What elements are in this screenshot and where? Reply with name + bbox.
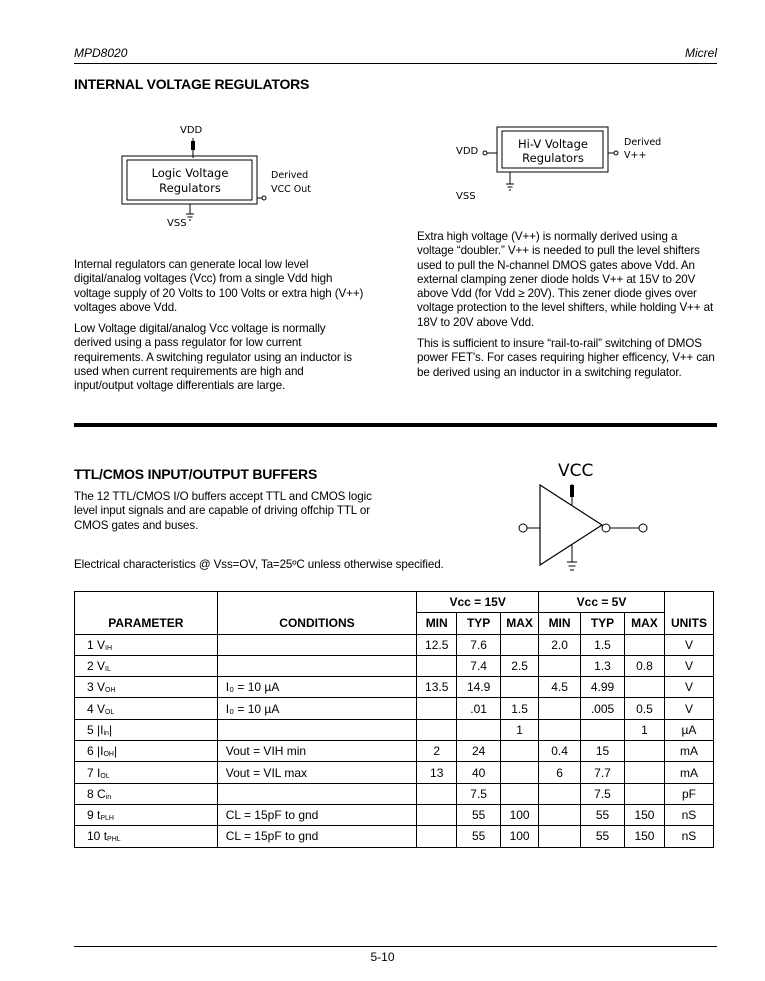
parameter-cell: 5 $|I_{in}|$ [75, 719, 218, 740]
param-symbol: V [97, 701, 106, 716]
vcc15-typ-cell: 55 [457, 826, 501, 847]
regulators-title: INTERNAL VOLTAGE REGULATORS [74, 76, 310, 92]
electrical-characteristics-table [74, 591, 714, 848]
units-cell: mA [664, 762, 713, 783]
param-subscript: OL [100, 772, 110, 780]
vcc15-min-cell [417, 826, 457, 847]
vcc5-max-cell: 150 [624, 826, 664, 847]
table-row [75, 719, 714, 740]
conditions-cell [217, 655, 416, 676]
conditions-cell [217, 719, 416, 740]
param-symbol: |I [97, 722, 104, 737]
vcc15-min-cell [417, 804, 457, 825]
vss-label: VSS [167, 218, 187, 229]
vcc5-max-cell [624, 762, 664, 783]
regulators-right-para-2: This is sufficient to insure “rail-to-rail” switching of DMOS power FET’s. For cases requiring higher efficency, V++ can be derived using an inductor in a switching regulator. [417, 337, 715, 379]
vcc5-min-cell: 0.4 [539, 741, 581, 762]
regulators-right-para-1: Extra high voltage (V++) is normally derived using a voltage “doubler.” V++ is needed to pull the level shifters used to pull the N-channel DMOS gates above Vdd. An external clamping zener diode holds V++ at 15V to 20V above Vdd (for Vdd ≥ 20V). This zener diode gives over voltage protection to the level shifters, while holding V++ at 18V to 20V above Vdd. [417, 230, 714, 329]
vcc15-typ-cell: 7.6 [457, 634, 501, 655]
vcc5-max-cell [624, 677, 664, 698]
footer-rule [74, 946, 717, 947]
vcc15-max-cell [501, 762, 539, 783]
row-number: 8 [87, 786, 94, 801]
vcc-out-label: VCC Out [271, 184, 312, 195]
vcc5-min-cell [539, 783, 581, 804]
parameter-cell [75, 762, 218, 783]
row-number: 6 [87, 744, 94, 759]
vcc15-max-cell: 1.5 [501, 698, 539, 719]
parameter-cell: 6 $|I_{OH}|$ [75, 741, 218, 762]
logic-box-line1: Logic Voltage [151, 166, 229, 180]
row-number: 9 [87, 808, 94, 823]
table-row [75, 677, 714, 698]
logic-box-line2: Regulators [159, 181, 221, 195]
vcc5-min-cell [539, 826, 581, 847]
units-cell: pF [664, 783, 713, 804]
section-divider [74, 423, 717, 427]
vcc15-typ-cell: 55 [457, 804, 501, 825]
param-subscript: PLH [100, 815, 114, 823]
parameter-cell [75, 783, 218, 804]
vss-label: VSS [456, 191, 476, 202]
conditions-cell: Vout = VIH min [217, 741, 416, 762]
row-number: 7 [87, 765, 94, 780]
table-row [75, 826, 714, 847]
table-group-header [75, 592, 714, 613]
param-subscript: PHL [107, 836, 121, 844]
vcc15-max-cell: 100 [501, 826, 539, 847]
vcc15-group: Vcc = 15V [417, 592, 539, 613]
param-subscript: OH [105, 687, 116, 695]
buffers-title: TTL/CMOS INPUT/OUTPUT BUFFERS [74, 466, 318, 482]
vcc15-max-cell [501, 741, 539, 762]
table-row [75, 783, 714, 804]
vcc15-min-cell [417, 719, 457, 740]
parameter-cell [75, 655, 218, 676]
vcc5-typ-cell: .005 [581, 698, 625, 719]
param-subscript: OH [103, 751, 114, 759]
conditions-cell [217, 783, 416, 804]
derived-label: Derived [624, 137, 662, 148]
vcc5-typ-cell [581, 719, 625, 740]
vcc5-max-cell [624, 783, 664, 804]
vcc15-typ-cell [457, 719, 501, 740]
param-subscript: IH [105, 644, 113, 652]
parameter-cell [75, 677, 218, 698]
vcc15-typ-cell: 40 [457, 762, 501, 783]
col-typ-15: TYP [457, 613, 501, 634]
param-subscript: in [103, 729, 109, 737]
vcc15-max-cell [501, 677, 539, 698]
table-row [75, 698, 714, 719]
row-number: 5 [87, 722, 94, 737]
regulators-left-para-2: Low Voltage digital/analog Vcc voltage is normally derived using a pass regulator for low current requirements. A switching regulator using an inductor is used when current requirements are high and input/output voltage differentials are large. [74, 322, 352, 393]
vcc5-min-cell: 4.5 [539, 677, 581, 698]
param-subscript: in [105, 793, 112, 801]
regulators-left-para-1: Internal regulators can generate local low level digital/analog voltages (Vcc) from a single Vdd high voltage supply of 20 Volts to 100 Volts or extra high (V++) voltages above Vdd. [74, 258, 364, 314]
vcc5-group: Vcc = 5V [539, 592, 665, 613]
logic-regulator-diagram [110, 118, 340, 233]
units-cell: V [664, 655, 713, 676]
units-cell: mA [664, 741, 713, 762]
vcc15-typ-cell: 7.5 [457, 783, 501, 804]
vcc15-typ-cell: .01 [457, 698, 501, 719]
param-subscript: OL [105, 708, 115, 716]
vcc5-typ-cell: 4.99 [581, 677, 625, 698]
units-cell: µA [664, 719, 713, 740]
vcc15-min-cell [417, 698, 457, 719]
row-number: 1 [87, 637, 94, 652]
derived-label: Derived [271, 170, 309, 181]
col-min-5: MIN [539, 613, 581, 634]
hiv-box-line1: Hi-V Voltage [518, 137, 588, 151]
col-units: UNITS [664, 613, 713, 634]
row-number: 4 [87, 701, 94, 716]
param-symbol: |I [97, 744, 104, 759]
col-parameter: PARAMETER [75, 613, 218, 634]
vcc5-typ-cell: 7.5 [581, 783, 625, 804]
vcc5-max-cell: 150 [624, 804, 664, 825]
vcc5-typ-cell: 15 [581, 741, 625, 762]
table-row [75, 762, 714, 783]
vcc15-min-cell [417, 783, 457, 804]
parameter-cell [75, 804, 218, 825]
col-conditions: CONDITIONS [217, 613, 416, 634]
vcc5-max-cell: 0.8 [624, 655, 664, 676]
vcc-label: VCC [558, 461, 594, 481]
col-min-15: MIN [417, 613, 457, 634]
parameter-cell [75, 634, 218, 655]
vcc15-max-cell: 100 [501, 804, 539, 825]
vcc15-min-cell: 13.5 [417, 677, 457, 698]
table-column-header [75, 613, 714, 634]
vcc5-typ-cell: 1.5 [581, 634, 625, 655]
param-symbol: V [97, 659, 106, 674]
vcc5-min-cell [539, 698, 581, 719]
vcc5-min-cell: 6 [539, 762, 581, 783]
vcc15-min-cell: 2 [417, 741, 457, 762]
parameter-cell [75, 826, 218, 847]
vcc15-min-cell: 12.5 [417, 634, 457, 655]
conditions-cell [217, 634, 416, 655]
vcc5-typ-cell: 7.7 [581, 762, 625, 783]
buffers-text [74, 490, 384, 540]
page-number: 5-10 [370, 950, 395, 964]
units-cell: V [664, 634, 713, 655]
buffer-symbol-diagram [510, 450, 660, 580]
vcc5-min-cell [539, 655, 581, 676]
vdd-label: VDD [456, 146, 479, 157]
regulators-left-text [74, 258, 364, 401]
units-cell: V [664, 677, 713, 698]
col-max-15: MAX [501, 613, 539, 634]
col-typ-5: TYP [581, 613, 625, 634]
param-subscript: IL [105, 666, 111, 674]
vcc15-typ-cell: 7.4 [457, 655, 501, 676]
buffers-paragraph: The 12 TTL/CMOS I/O buffers accept TTL and CMOS logic level input signals and are capable of driving offchip TTL or CMOS gates and buses. [74, 490, 372, 532]
vcc15-min-cell [417, 655, 457, 676]
vcc15-max-cell [501, 783, 539, 804]
vcc5-max-cell: 1 [624, 719, 664, 740]
parameter-cell [75, 698, 218, 719]
vcc5-max-cell [624, 634, 664, 655]
vcc5-typ-cell: 55 [581, 804, 625, 825]
doc-part-number: MPD8020 [74, 46, 128, 60]
units-cell: V [664, 698, 713, 719]
vcc5-min-cell [539, 719, 581, 740]
vcc15-typ-cell: 24 [457, 741, 501, 762]
vpp-label: V++ [624, 150, 647, 161]
row-number: 2 [87, 659, 94, 674]
vcc5-typ-cell: 1.3 [581, 655, 625, 676]
col-max-5: MAX [624, 613, 664, 634]
vcc5-min-cell: 2.0 [539, 634, 581, 655]
vdd-label: VDD [180, 125, 203, 136]
param-symbol: I [97, 765, 101, 780]
conditions-cell: Vout = VIL max [217, 762, 416, 783]
units-cell: nS [664, 804, 713, 825]
header-rule [74, 63, 717, 64]
conditions-cell: I₀ = 10 µA [217, 698, 416, 719]
vcc15-max-cell: 2.5 [501, 655, 539, 676]
units-cell: nS [664, 826, 713, 847]
conditions-cell: CL = 15pF to gnd [217, 826, 416, 847]
param-symbol: t [97, 808, 101, 823]
param-symbol: t [103, 829, 108, 844]
conditions-cell: I₀ = 10 µA [217, 677, 416, 698]
row-number: 10 [87, 829, 101, 844]
vcc15-max-cell [501, 634, 539, 655]
param-symbol: C [97, 786, 106, 801]
vcc15-max-cell: 1 [501, 719, 539, 740]
company-name: Micrel [685, 46, 717, 60]
param-symbol: V [97, 637, 106, 652]
table-row [75, 804, 714, 825]
vcc15-typ-cell: 14.9 [457, 677, 501, 698]
electrical-note: Electrical characteristics @ Vss=OV, Ta=25ºC unless otherwise specified. [74, 558, 444, 571]
hiv-regulator-diagram [450, 120, 690, 210]
vcc15-min-cell: 13 [417, 762, 457, 783]
table-row [75, 741, 714, 762]
hiv-box-line2: Regulators [522, 151, 584, 165]
regulators-right-text [417, 230, 717, 387]
vcc5-typ-cell: 55 [581, 826, 625, 847]
vcc5-min-cell [539, 804, 581, 825]
conditions-cell: CL = 15pF to gnd [217, 804, 416, 825]
table-row [75, 634, 714, 655]
vcc5-max-cell [624, 741, 664, 762]
row-number: 3 [87, 680, 94, 695]
param-symbol: V [97, 680, 106, 695]
vcc5-max-cell: 0.5 [624, 698, 664, 719]
table-row [75, 655, 714, 676]
